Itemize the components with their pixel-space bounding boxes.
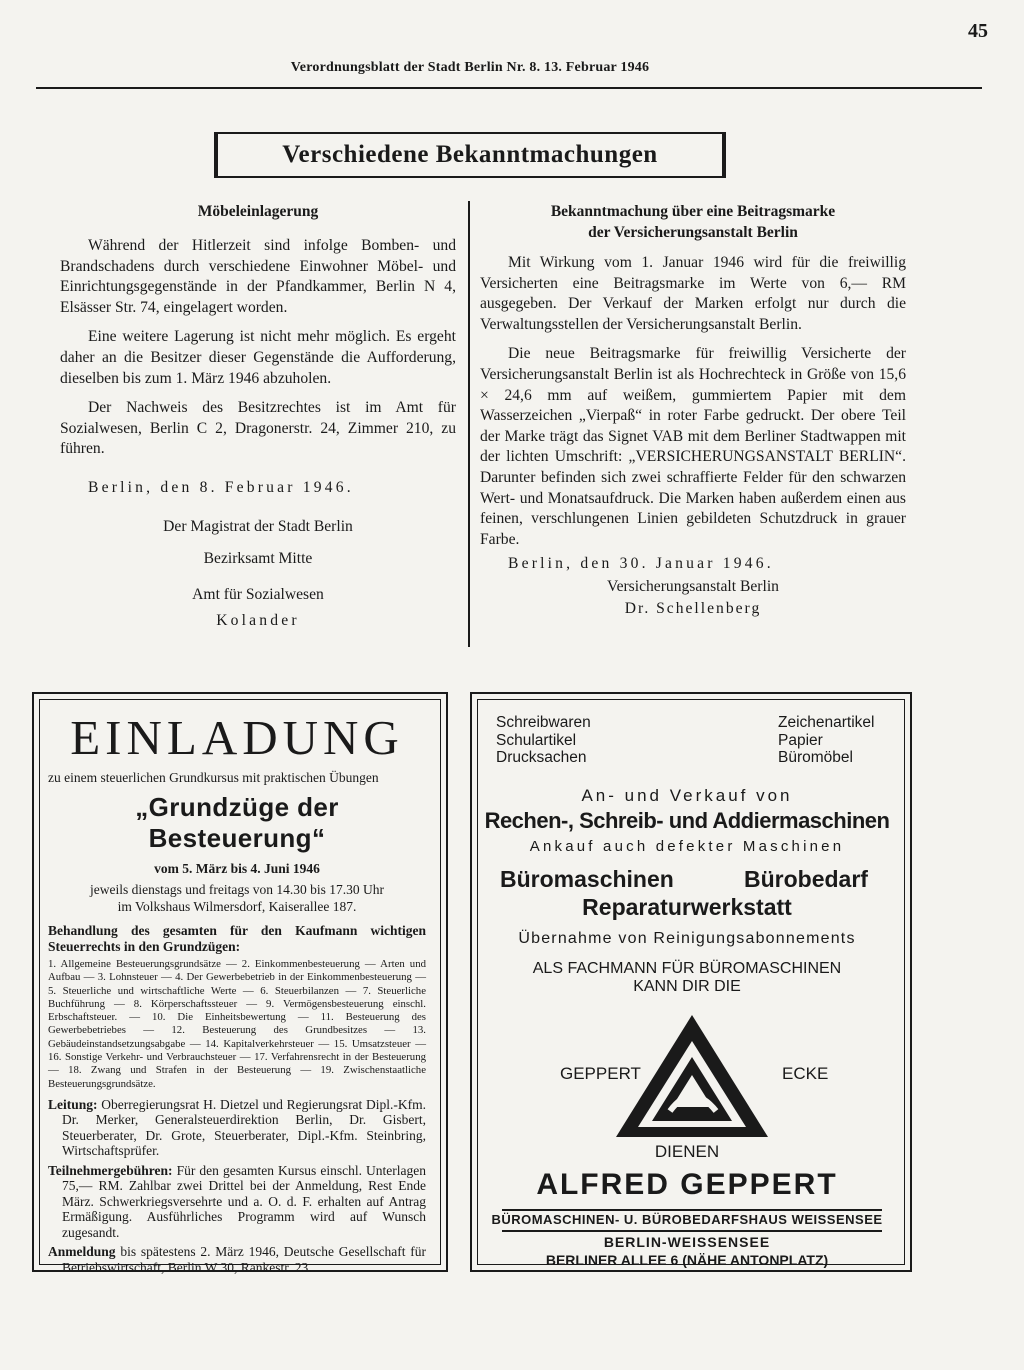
firm-rule [502, 1230, 882, 1232]
einladung-intro: zu einem steuerlichen Grundkursus mit praktischen Übungen [48, 770, 379, 785]
right-notice-paragraph: Mit Wirkung vom 1. Januar 1946 wird für die freiwillig Versicherten eine Beitragsmarke im Werte von 6,— RM ausgegeben. Der Verkauf der Marken erfolgt nur durch die Verwaltungsstellen der Versicherungsanstalt Berlin. [480, 254, 906, 333]
course-dates: vom 5. März bis 4. Juni 1946 [154, 861, 320, 876]
left-notice-place-date: Berlin, den 8. Februar 1946. [88, 478, 354, 496]
purchase-note: Ankauf auch defekter Maschinen [529, 838, 845, 855]
right-notice [480, 201, 906, 619]
einladung-content [48, 712, 426, 1279]
logo-caption: DIENEN [654, 1142, 720, 1161]
section-title: Verschiedene Bekanntmachungen [282, 141, 658, 168]
products-left [496, 714, 591, 767]
logo-label-left: GEPPERT [560, 1064, 641, 1083]
firm-rule [502, 1209, 882, 1211]
running-head: Verordnungsblatt der Stadt Berlin Nr. 8. 13. Februar 1946 [290, 60, 650, 75]
leitung-paragraph [48, 1097, 426, 1159]
left-notice-signatory: Der Magistrat der Stadt Berlin [163, 517, 353, 535]
left-notice-paragraph: Während der Hitlerzeit sind infolge Bomben- und Brandschadens durch verschiedene Einwohner Möbel- und Einrichtungsgegenstände in der Pfandkammer, Berlin N 4, Elsässer Str. 74, eingelagert worden. [60, 237, 456, 316]
left-notice-signatory: Kolander [216, 611, 300, 629]
product-item: Papier [778, 731, 823, 749]
header-rule [36, 87, 982, 89]
slogan-line-2: KANN DIR DIE [633, 978, 741, 995]
section-title-box [214, 132, 726, 178]
left-notice-paragraph: Eine weitere Lagerung ist nicht mehr möglich. Es ergeht daher an die Besitzer dieser Gegenstände die Aufforderung, dieselben bis zum 1. März 1946 abzuholen. [60, 328, 456, 387]
right-notice-signatory: Versicherungsanstalt Berlin [607, 577, 779, 595]
course-title: „Grundzüge der Besteuerung“ [135, 792, 339, 853]
right-notice-heading: der Versicherungsanstalt Berlin [588, 224, 798, 241]
product-item: Drucksachen [496, 749, 587, 766]
einladung-title: EINLADUNG [70, 710, 404, 765]
machines-line: Rechen-, Schreib- und Addiermaschinen [484, 808, 890, 833]
workshop-line: Reparaturwerkstatt [582, 894, 792, 920]
registration-paragraph [48, 1244, 426, 1275]
right-notice-paragraph: Die neue Beitragsmarke für freiwillig Versicherte der Versicherungsanstalt Berlin ist als Hochrechteck in Größe von 15,6 × 24,6 mm auf weißem, gummiertem Papier mit dem Wasserzeichen „Vierpaß“ in roter Farbe gedruckt. Der obere Teil der Marke trägt das Signet VAB mit dem Berliner Stadtwappen mit der lichten Umschrift: „VERSICHERUNGSANSTALT BERLIN“. Darunter befinden sich zwei schraffierte Felder für den schwarzen Wert- und Monatsaufdruck. Die Marken haben außerdem einen aus feinen, verschlungenen Linien gebildeten Schutzdruck in grauer Farbe. [480, 345, 906, 548]
left-notice-signatory: Amt für Sozialwesen [192, 585, 324, 603]
product-item: Büromöbel [778, 749, 853, 766]
leitung-label: Leitung: [48, 1096, 98, 1112]
geppert-ad [470, 692, 912, 1272]
slogan-line-1: ALS FACHMANN FÜR BÜROMASCHINEN [532, 960, 842, 977]
product-item: Schulartikel [496, 731, 577, 749]
maintenance-line: Übernahme von Reinigungsabonnements [518, 930, 856, 947]
right-notice-heading: Bekanntmachung über eine Beitragsmarke [550, 203, 836, 220]
registration-label: Anmeldung [48, 1244, 116, 1260]
registration-text: bis spätestens 2. März 1946, Deutsche Gesellschaft für Betriebswirtschaft, Berlin W 30, Rankestr. 23. [62, 1244, 427, 1275]
topics-list: 1. Allgemeine Besteuerungsgrundsätze — 2. Einkommenbesteuerung — Arten und Aufbau — 3. Lohnsteuer — 4. Der Gewerbebetrieb in der Einkommenbesteuerung — 5. Steuerliche und wirtschaftliche Werte — 6. Steuerbilanzen — 7. Steuerliche Buchführung — 8. Körperschaftssteuer — 9. Vermögensbesteuerung einschl. Erbschaftsteuer. — 10. Die Einheitsbewertung — 11. Besteuerung des Gewerbebetriebes — 12. Besteuerung des Grundbesitzes — 13. Gebäudeinstandsetzungsabgabe — 14. Kapitalverkehrsteuer — 15. Umsatzsteuer — 16. Sonstige Verkehr- und Verbrauchsteuer — 17. Verfahrensrecht in der Besteuerung — 18. Zwang und Strafen in der Besteuerung — 19. Zwischenstaatliche Besteuerungsgrundsätze. [48, 958, 426, 1090]
firm-street: BERLINER ALLEE 6 (NÄHE ANTONPLATZ) [545, 1252, 829, 1268]
right-notice-place-date: Berlin, den 30. Januar 1946. [508, 555, 774, 573]
left-notice [60, 201, 456, 631]
right-notice-signatory: Dr. Schellenberg [624, 599, 762, 617]
firm-city: BERLIN-WEISSENSEE [603, 1234, 771, 1250]
fees-label: Teilnehmergebühren: [48, 1162, 173, 1178]
topics-heading: Behandlung des gesamten für den Kaufmann wichtigen Steuerrechts in den Grundzügen: [48, 923, 426, 954]
machines-word: Büromaschinen [500, 866, 674, 892]
course-location: im Volkshaus Wilmersdorf, Kaiserallee 187. [117, 899, 357, 914]
left-notice-paragraph: Der Nachweis des Besitzrechtes ist im Amt für Sozialwesen, Berlin C 2, Dragonerstr. 24, Zimmer 210, zu führen. [60, 399, 456, 458]
page-number: 45 [968, 20, 988, 42]
einladung-ad [32, 692, 448, 1275]
left-notice-signatory: Bezirksamt Mitte [203, 549, 313, 567]
left-notice-heading: Möbeleinlagerung [197, 203, 319, 220]
product-item: Zeichenartikel [778, 714, 875, 731]
column-rule [468, 201, 470, 647]
products-right [778, 714, 875, 767]
fees-paragraph [48, 1163, 426, 1241]
trade-line: An- und Verkauf von [581, 786, 793, 805]
leitung-text: Oberregierungsrat H. Dietzel und Regierungsrat Dipl.-Kfm. Dr. Merker, Generalsteuerdirektion Berlin, Dr. Gisbert, Steuerberater, Dr. Grote, Steuerberater, Dipl.-Kfm. Steinbring, Wirtschaftsprüfer. [62, 1096, 426, 1159]
course-schedule: jeweils dienstags und freitags von 14.30 bis 17.30 Uhr [90, 882, 384, 897]
firm-subtitle: BÜROMASCHINEN- U. BÜROBEDARFSHAUS WEISSENSEE [491, 1212, 883, 1227]
supplies-word: Bürobedarf [744, 866, 868, 892]
fees-text: Für den gesamten Kursus einschl. Unterlagen 75,— RM. Zahlbar zwei Drittel bei der Anmeldung, Rest Ende März. Schwerkriegsversehrte und a. O. d. F. erhalten auf Antrag Ermäßigung. Ausführliches Programm wird auf Wunsch zugesandt. [62, 1162, 426, 1240]
firm-name: ALFRED GEPPERT [536, 1168, 838, 1201]
product-item: Schreibwaren [496, 714, 591, 731]
logo-label-right: ECKE [782, 1064, 829, 1083]
